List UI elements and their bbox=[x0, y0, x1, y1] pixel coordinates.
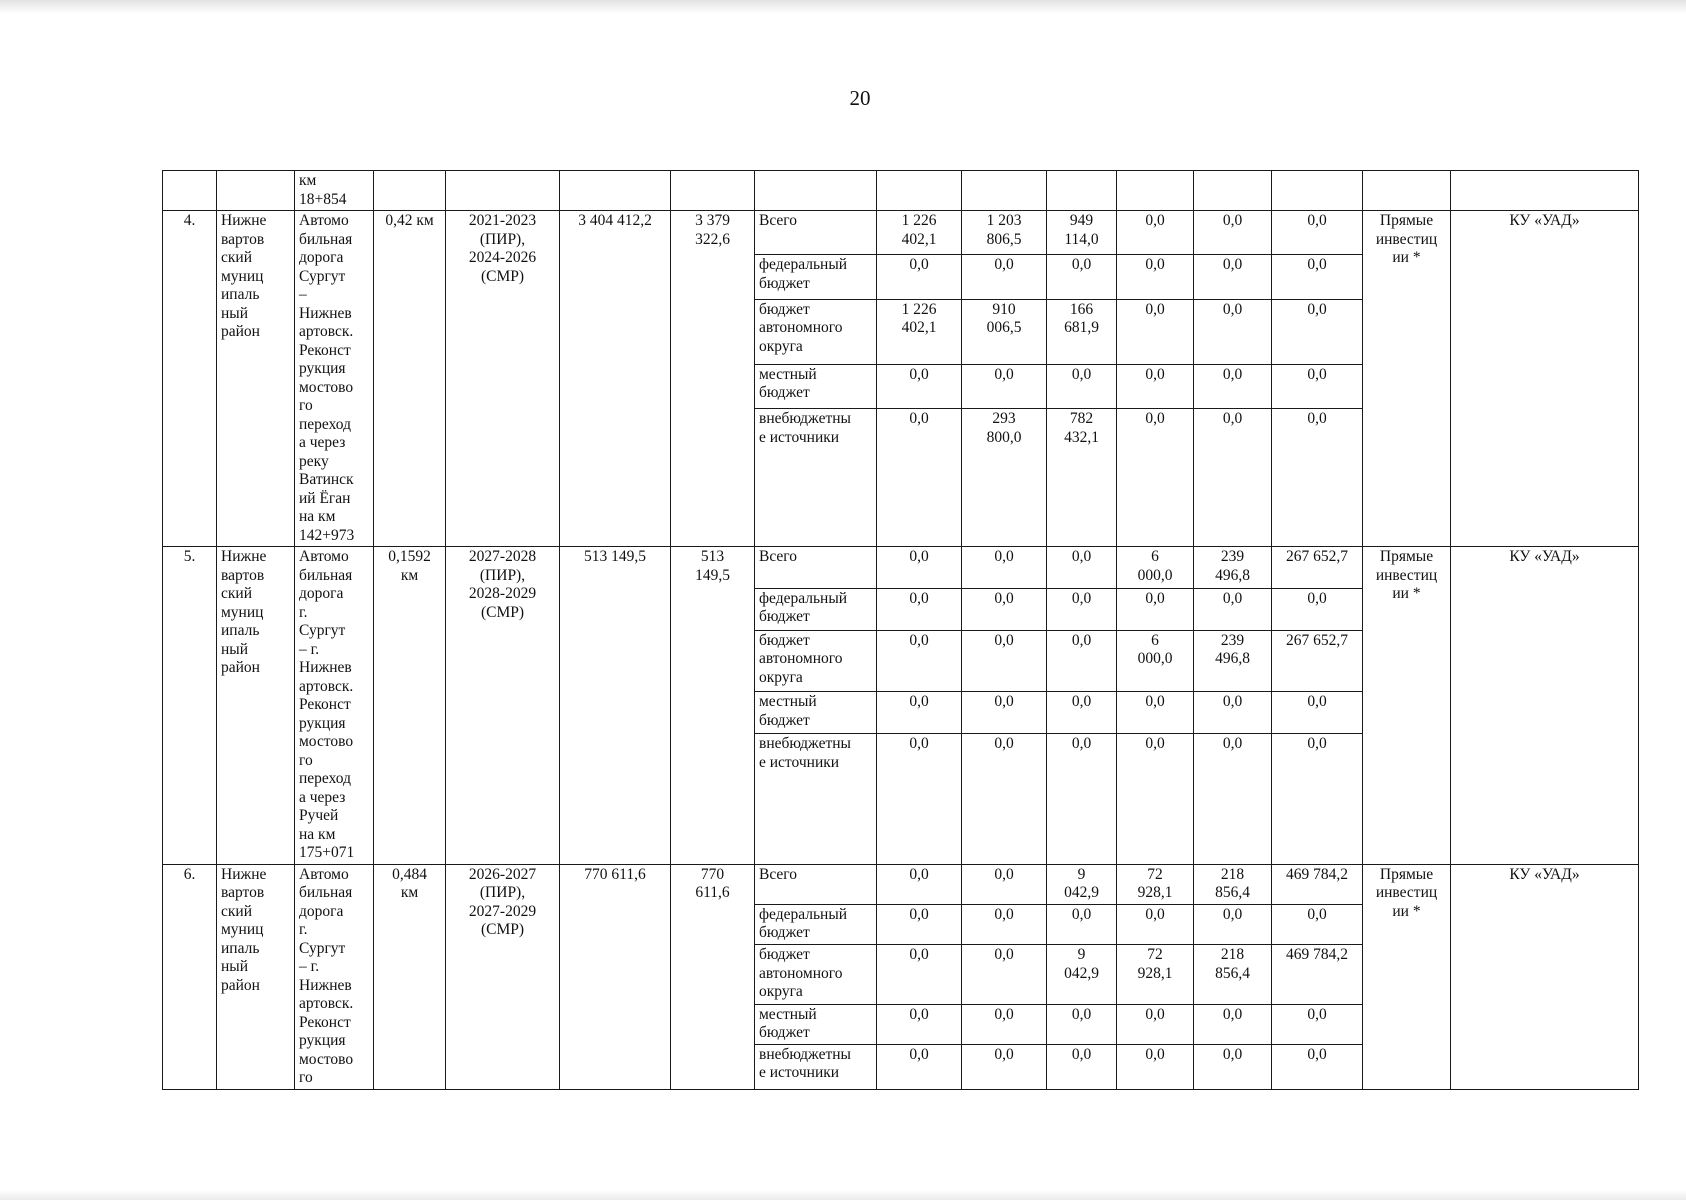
cell-estimated-cost bbox=[560, 171, 671, 211]
source-value: 469 784,2 bbox=[1272, 945, 1363, 1004]
object-name: Автомо бильная дорога г. Сургут – г. Нижнев артовск. Реконст рукция мостово го bbox=[295, 864, 374, 1089]
source-label: местный бюджет bbox=[755, 692, 877, 734]
source-value: 0,0 bbox=[877, 1044, 962, 1089]
source-value: 9 042,9 bbox=[1047, 945, 1117, 1004]
cell-value bbox=[1194, 171, 1272, 211]
source-value: 0,0 bbox=[1272, 364, 1363, 408]
cell-value bbox=[1047, 171, 1117, 211]
cell-remaining-cost bbox=[671, 171, 755, 211]
row-number: 6. bbox=[163, 864, 217, 1089]
object-name: Автомо бильная дорога Сургут – Нижнев артовск. Реконст рукция мостово го переход а через реку Ватинск ий Ёган на км 142+973 bbox=[295, 211, 374, 547]
source-value: 0,0 bbox=[1272, 409, 1363, 547]
estimated-cost: 770 611,6 bbox=[560, 864, 671, 1089]
source-label: Всего bbox=[755, 211, 877, 255]
source-label: внебюджетны е источники bbox=[755, 1044, 877, 1089]
source-value: 0,0 bbox=[1194, 734, 1272, 864]
scan-edge-top bbox=[0, 0, 1686, 14]
source-value: 910 006,5 bbox=[962, 299, 1047, 364]
source-value: 0,0 bbox=[877, 864, 962, 904]
period: 2021-2023 (ПИР), 2024-2026 (СМР) bbox=[446, 211, 560, 547]
source-value: 0,0 bbox=[1194, 1004, 1272, 1044]
source-value: 0,0 bbox=[877, 945, 962, 1004]
cell-value bbox=[1272, 171, 1363, 211]
source-value: 0,0 bbox=[962, 547, 1047, 589]
source-row bbox=[163, 211, 1639, 255]
period: 2027-2028 (ПИР), 2028-2029 (СМР) bbox=[446, 547, 560, 865]
source-value: 0,0 bbox=[962, 692, 1047, 734]
source-value: 0,0 bbox=[1194, 255, 1272, 299]
page-number: 20 bbox=[849, 86, 871, 110]
source-value: 0,0 bbox=[1117, 734, 1194, 864]
source-value: 0,0 bbox=[1194, 364, 1272, 408]
territory: Нижне вартов ский муниц ипаль ный район bbox=[217, 211, 295, 547]
source-label: внебюджетны е источники bbox=[755, 409, 877, 547]
source-value: 0,0 bbox=[1272, 734, 1363, 864]
cell-value bbox=[877, 171, 962, 211]
source-value: 6 000,0 bbox=[1117, 630, 1194, 691]
cell-num bbox=[163, 171, 217, 211]
source-label: бюджет автономного округа bbox=[755, 299, 877, 364]
territory: Нижне вартов ский муниц ипаль ный район bbox=[217, 547, 295, 865]
source-value: 0,0 bbox=[1117, 211, 1194, 255]
investment-form: Прямые инвестиц ии * bbox=[1363, 547, 1451, 865]
source-value: 0,0 bbox=[1272, 211, 1363, 255]
source-label: федеральный бюджет bbox=[755, 588, 877, 630]
scan-edge-bottom bbox=[0, 1190, 1686, 1200]
source-value: 0,0 bbox=[877, 255, 962, 299]
cell-source bbox=[755, 171, 877, 211]
row-number: 5. bbox=[163, 547, 217, 865]
source-value: 0,0 bbox=[1117, 588, 1194, 630]
source-value: 469 784,2 bbox=[1272, 864, 1363, 904]
estimated-cost: 3 404 412,2 bbox=[560, 211, 671, 547]
source-value: 9 042,9 bbox=[1047, 864, 1117, 904]
remaining-cost: 513 149,5 bbox=[671, 547, 755, 865]
source-value: 218 856,4 bbox=[1194, 864, 1272, 904]
source-value: 0,0 bbox=[962, 904, 1047, 944]
source-value: 0,0 bbox=[1272, 692, 1363, 734]
source-value: 0,0 bbox=[1117, 409, 1194, 547]
source-value: 267 652,7 bbox=[1272, 630, 1363, 691]
source-value: 0,0 bbox=[877, 692, 962, 734]
source-value: 166 681,9 bbox=[1047, 299, 1117, 364]
source-value: 0,0 bbox=[877, 734, 962, 864]
source-value: 72 928,1 bbox=[1117, 945, 1194, 1004]
budget-table bbox=[162, 170, 1639, 1090]
source-value: 0,0 bbox=[1047, 904, 1117, 944]
source-value: 0,0 bbox=[1194, 211, 1272, 255]
cell-territory bbox=[217, 171, 295, 211]
cell-value bbox=[962, 171, 1047, 211]
investment-form: Прямые инвестиц ии * bbox=[1363, 864, 1451, 1089]
source-value: 0,0 bbox=[1272, 299, 1363, 364]
source-label: федеральный бюджет bbox=[755, 904, 877, 944]
customer: КУ «УАД» bbox=[1451, 864, 1639, 1089]
source-value: 782 432,1 bbox=[1047, 409, 1117, 547]
source-value: 0,0 bbox=[1117, 1004, 1194, 1044]
source-label: местный бюджет bbox=[755, 1004, 877, 1044]
source-value: 267 652,7 bbox=[1272, 547, 1363, 589]
source-value: 0,0 bbox=[962, 255, 1047, 299]
source-value: 0,0 bbox=[877, 1004, 962, 1044]
source-value: 0,0 bbox=[1047, 630, 1117, 691]
source-value: 0,0 bbox=[1117, 364, 1194, 408]
source-value: 0,0 bbox=[877, 630, 962, 691]
remaining-cost: 3 379 322,6 bbox=[671, 211, 755, 547]
source-label: Всего bbox=[755, 547, 877, 589]
source-value: 1 203 806,5 bbox=[962, 211, 1047, 255]
cell-capacity bbox=[374, 171, 446, 211]
source-value: 0,0 bbox=[1117, 692, 1194, 734]
source-value: 0,0 bbox=[1047, 692, 1117, 734]
customer: КУ «УАД» bbox=[1451, 547, 1639, 865]
source-label: внебюджетны е источники bbox=[755, 734, 877, 864]
source-value: 0,0 bbox=[1194, 299, 1272, 364]
source-label: бюджет автономного округа bbox=[755, 945, 877, 1004]
source-value: 0,0 bbox=[962, 734, 1047, 864]
source-value: 0,0 bbox=[1194, 692, 1272, 734]
source-value: 0,0 bbox=[877, 547, 962, 589]
source-value: 0,0 bbox=[1047, 364, 1117, 408]
source-value: 0,0 bbox=[962, 864, 1047, 904]
continuation-row bbox=[163, 171, 1639, 211]
source-label: местный бюджет bbox=[755, 364, 877, 408]
cell-value bbox=[1117, 171, 1194, 211]
source-value: 0,0 bbox=[1272, 1004, 1363, 1044]
customer: КУ «УАД» bbox=[1451, 211, 1639, 547]
source-value: 0,0 bbox=[1194, 904, 1272, 944]
source-value: 72 928,1 bbox=[1117, 864, 1194, 904]
investment-form: Прямые инвестиц ии * bbox=[1363, 211, 1451, 547]
source-value: 0,0 bbox=[1047, 1044, 1117, 1089]
source-value: 6 000,0 bbox=[1117, 547, 1194, 589]
source-value: 1 226 402,1 bbox=[877, 211, 962, 255]
source-value: 0,0 bbox=[877, 904, 962, 944]
territory: Нижне вартов ский муниц ипаль ный район bbox=[217, 864, 295, 1089]
cell-customer bbox=[1451, 171, 1639, 211]
source-value: 239 496,8 bbox=[1194, 630, 1272, 691]
source-value: 239 496,8 bbox=[1194, 547, 1272, 589]
source-label: Всего bbox=[755, 864, 877, 904]
source-value: 0,0 bbox=[1272, 255, 1363, 299]
source-row bbox=[163, 547, 1639, 589]
source-value: 1 226 402,1 bbox=[877, 299, 962, 364]
source-value: 0,0 bbox=[962, 1004, 1047, 1044]
source-value: 0,0 bbox=[1117, 255, 1194, 299]
source-value: 0,0 bbox=[1047, 547, 1117, 589]
period: 2026-2027 (ПИР), 2027-2029 (СМР) bbox=[446, 864, 560, 1089]
source-value: 0,0 bbox=[1194, 409, 1272, 547]
source-value: 0,0 bbox=[1194, 1044, 1272, 1089]
source-value: 0,0 bbox=[877, 409, 962, 547]
source-value: 0,0 bbox=[877, 588, 962, 630]
estimated-cost: 513 149,5 bbox=[560, 547, 671, 865]
table-body bbox=[163, 171, 1639, 1090]
source-value: 0,0 bbox=[1047, 734, 1117, 864]
remaining-cost: 770 611,6 bbox=[671, 864, 755, 1089]
capacity: 0,1592 км bbox=[374, 547, 446, 865]
source-value: 0,0 bbox=[1117, 904, 1194, 944]
source-value: 0,0 bbox=[962, 945, 1047, 1004]
source-value: 0,0 bbox=[962, 588, 1047, 630]
source-value: 0,0 bbox=[1194, 588, 1272, 630]
source-value: 0,0 bbox=[1272, 1044, 1363, 1089]
source-value: 0,0 bbox=[1272, 588, 1363, 630]
cell-object: км 18+854 bbox=[295, 171, 374, 211]
source-value: 218 856,4 bbox=[1194, 945, 1272, 1004]
cell-period bbox=[446, 171, 560, 211]
source-value: 0,0 bbox=[1047, 255, 1117, 299]
source-value: 0,0 bbox=[1272, 904, 1363, 944]
source-value: 0,0 bbox=[1117, 1044, 1194, 1089]
source-value: 0,0 bbox=[1047, 588, 1117, 630]
source-value: 0,0 bbox=[1047, 1004, 1117, 1044]
source-value: 0,0 bbox=[962, 630, 1047, 691]
capacity: 0,484 км bbox=[374, 864, 446, 1089]
source-value: 0,0 bbox=[962, 1044, 1047, 1089]
source-row bbox=[163, 864, 1639, 904]
capacity: 0,42 км bbox=[374, 211, 446, 547]
source-value: 293 800,0 bbox=[962, 409, 1047, 547]
source-value: 0,0 bbox=[877, 364, 962, 408]
source-value: 0,0 bbox=[1117, 299, 1194, 364]
source-label: федеральный бюджет bbox=[755, 255, 877, 299]
cell-form bbox=[1363, 171, 1451, 211]
object-name: Автомо бильная дорога г. Сургут – г. Нижнев артовск. Реконст рукция мостово го переход а через Ручей на км 175+071 bbox=[295, 547, 374, 865]
source-label: бюджет автономного округа bbox=[755, 630, 877, 691]
row-number: 4. bbox=[163, 211, 217, 547]
source-value: 0,0 bbox=[962, 364, 1047, 408]
source-value: 949 114,0 bbox=[1047, 211, 1117, 255]
